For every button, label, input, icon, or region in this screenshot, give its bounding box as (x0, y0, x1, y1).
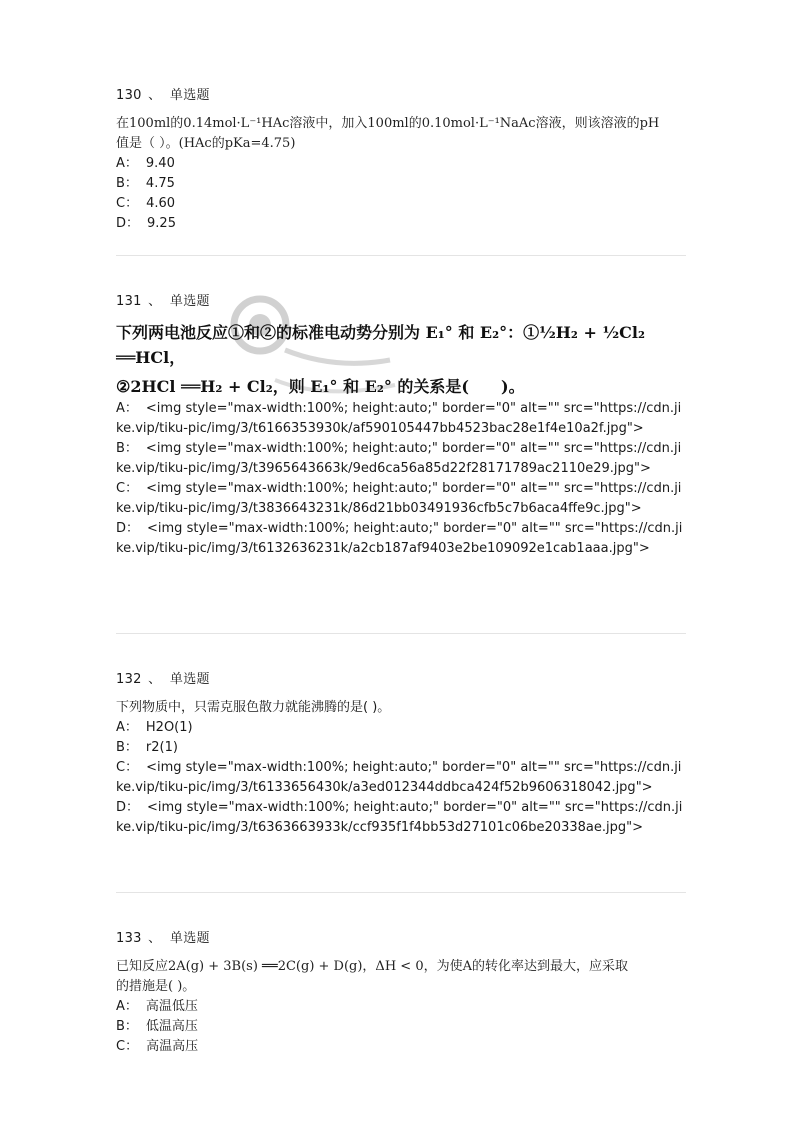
question-type: 单选题 (169, 88, 210, 103)
question-type: 单选题 (169, 931, 210, 946)
divider (116, 633, 686, 634)
question-separator: 、 (148, 931, 162, 946)
question-separator: 、 (148, 294, 162, 309)
stem-line: 值是（ ）。(HAc的pKa=4.75) (116, 136, 296, 151)
question-type: 单选题 (169, 672, 210, 687)
question-131 (116, 292, 686, 559)
option-d[interactable]: D： 9.25 (116, 216, 176, 231)
stem-line: 在100ml的0.14mol·L⁻¹HAc溶液中，加入100ml的0.10mol·L⁻¹NaAc溶液，则该溶液的pH (116, 116, 660, 131)
question-stem: 下列物质中，只需克服色散力就能沸腾的是( )。 (116, 700, 391, 715)
question-number: 133 (116, 931, 142, 946)
option-d[interactable]: D： <img style="max-width:100%; height:auto;" border="0" alt="" src="https://cdn.jike.vip/tiku-pic/img/3/t6132636231k/a2cb187af9403e2be109092e1cab1aaa.jpg"> (116, 521, 683, 556)
option-b[interactable]: B： 低温高压 (116, 1019, 198, 1034)
option-b[interactable]: B： r2(1) (116, 740, 178, 755)
question-number: 132 (116, 672, 142, 687)
divider (116, 892, 686, 893)
question-header (116, 670, 686, 690)
question-133 (116, 929, 686, 1057)
option-a[interactable]: A： <img style="max-width:100%; height:auto;" border="0" alt="" src="https://cdn.jike.vip/tiku-pic/img/3/t6166353930k/af590105447bb4523bac28e1f4e10a2f.jpg"> (116, 401, 682, 436)
option-c[interactable]: C： <img style="max-width:100%; height:auto;" border="0" alt="" src="https://cdn.jike.vip/tiku-pic/img/3/t3836643231k/86d21bb03491936cfb5c7b6aca4ffe9c.jpg"> (116, 481, 682, 516)
stem-line: ②2HCl ══H₂ + Cl₂，则 E₁° 和 E₂° 的关系是( )。 (116, 377, 525, 396)
question-132 (116, 670, 686, 838)
question-separator: 、 (148, 88, 162, 103)
option-c[interactable]: C： <img style="max-width:100%; height:auto;" border="0" alt="" src="https://cdn.jike.vip/tiku-pic/img/3/t6133656430k/a3ed012344ddbca424f52b9606318042.jpg"> (116, 760, 682, 795)
option-a[interactable]: A： H2O(1) (116, 720, 193, 735)
question-type: 单选题 (169, 294, 210, 309)
option-b[interactable]: B： 4.75 (116, 176, 175, 191)
question-number: 131 (116, 294, 142, 309)
option-c[interactable]: C： 高温高压 (116, 1039, 199, 1054)
stem-line: 已知反应2A(g) + 3B(s) ══2C(g) + D(g)，ΔH < 0，为使A的转化率达到最大，应采取 (116, 959, 628, 974)
question-stem-image (116, 320, 686, 399)
question-header (116, 929, 686, 949)
question-header (116, 86, 686, 106)
question-stem-image (116, 957, 686, 997)
option-d[interactable]: D： <img style="max-width:100%; height:auto;" border="0" alt="" src="https://cdn.jike.vip/tiku-pic/img/3/t6363663933k/ccf935f1f4bb53d27101c06be20338ae.jpg"> (116, 800, 683, 835)
option-a[interactable]: A： 9.40 (116, 156, 175, 171)
question-stem-image (116, 114, 686, 154)
question-number: 130 (116, 88, 142, 103)
question-header (116, 292, 686, 312)
question-separator: 、 (148, 672, 162, 687)
stem-line: 的措施是( )。 (116, 979, 196, 994)
stem-line: 下列两电池反应①和②的标准电动势分别为 E₁° 和 E₂°：①½H₂ + ½Cl₂ ══HCl， (116, 323, 645, 367)
option-a[interactable]: A： 高温低压 (116, 999, 198, 1014)
question-130 (116, 86, 686, 234)
option-b[interactable]: B： <img style="max-width:100%; height:auto;" border="0" alt="" src="https://cdn.jike.vip/tiku-pic/img/3/t3965643663k/9ed6ca56a85d22f28171789ac2110e29.jpg"> (116, 441, 682, 476)
divider (116, 255, 686, 256)
option-c[interactable]: C： 4.60 (116, 196, 176, 211)
